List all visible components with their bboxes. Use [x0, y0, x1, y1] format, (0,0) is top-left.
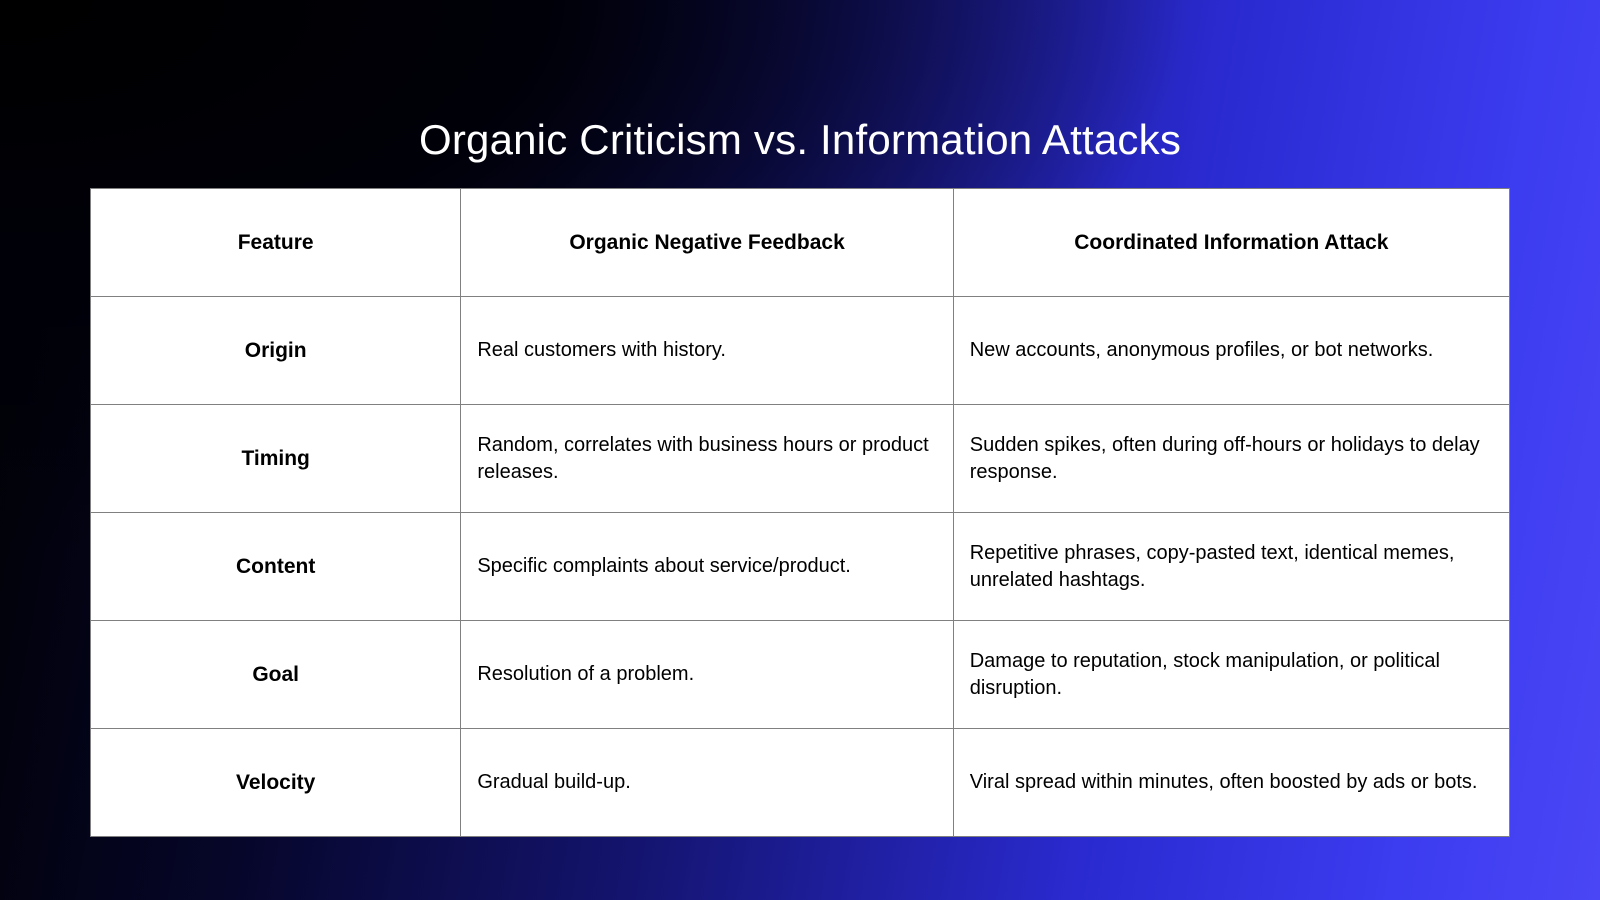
table-row [91, 405, 1510, 513]
cell-goal-organic: Resolution of a problem. [461, 621, 953, 729]
comparison-table [90, 188, 1510, 837]
comparison-table-container [90, 188, 1510, 837]
cell-goal-attack: Damage to reputation, stock manipulation, or political disruption. [953, 621, 1509, 729]
row-label-velocity: Velocity [91, 729, 461, 837]
cell-velocity-attack: Viral spread within minutes, often boosted by ads or bots. [953, 729, 1509, 837]
table-row [91, 297, 1510, 405]
cell-timing-attack: Sudden spikes, often during off-hours or holidays to delay response. [953, 405, 1509, 513]
table-row [91, 513, 1510, 621]
cell-content-attack: Repetitive phrases, copy-pasted text, identical memes, unrelated hashtags. [953, 513, 1509, 621]
row-label-timing: Timing [91, 405, 461, 513]
row-label-origin: Origin [91, 297, 461, 405]
cell-content-organic: Specific complaints about service/product. [461, 513, 953, 621]
table-header-row [91, 189, 1510, 297]
cell-origin-organic: Real customers with history. [461, 297, 953, 405]
table-row [91, 621, 1510, 729]
table-body [91, 297, 1510, 837]
page-title: Organic Criticism vs. Information Attacks [418, 116, 1182, 164]
table-row [91, 729, 1510, 837]
cell-timing-organic: Random, correlates with business hours or product releases. [461, 405, 953, 513]
column-header-organic: Organic Negative Feedback [461, 189, 953, 297]
cell-velocity-organic: Gradual build-up. [461, 729, 953, 837]
row-label-goal: Goal [91, 621, 461, 729]
column-header-attack: Coordinated Information Attack [953, 189, 1509, 297]
row-label-content: Content [91, 513, 461, 621]
column-header-feature: Feature [91, 189, 461, 297]
table-header [91, 189, 1510, 297]
cell-origin-attack: New accounts, anonymous profiles, or bot networks. [953, 297, 1509, 405]
